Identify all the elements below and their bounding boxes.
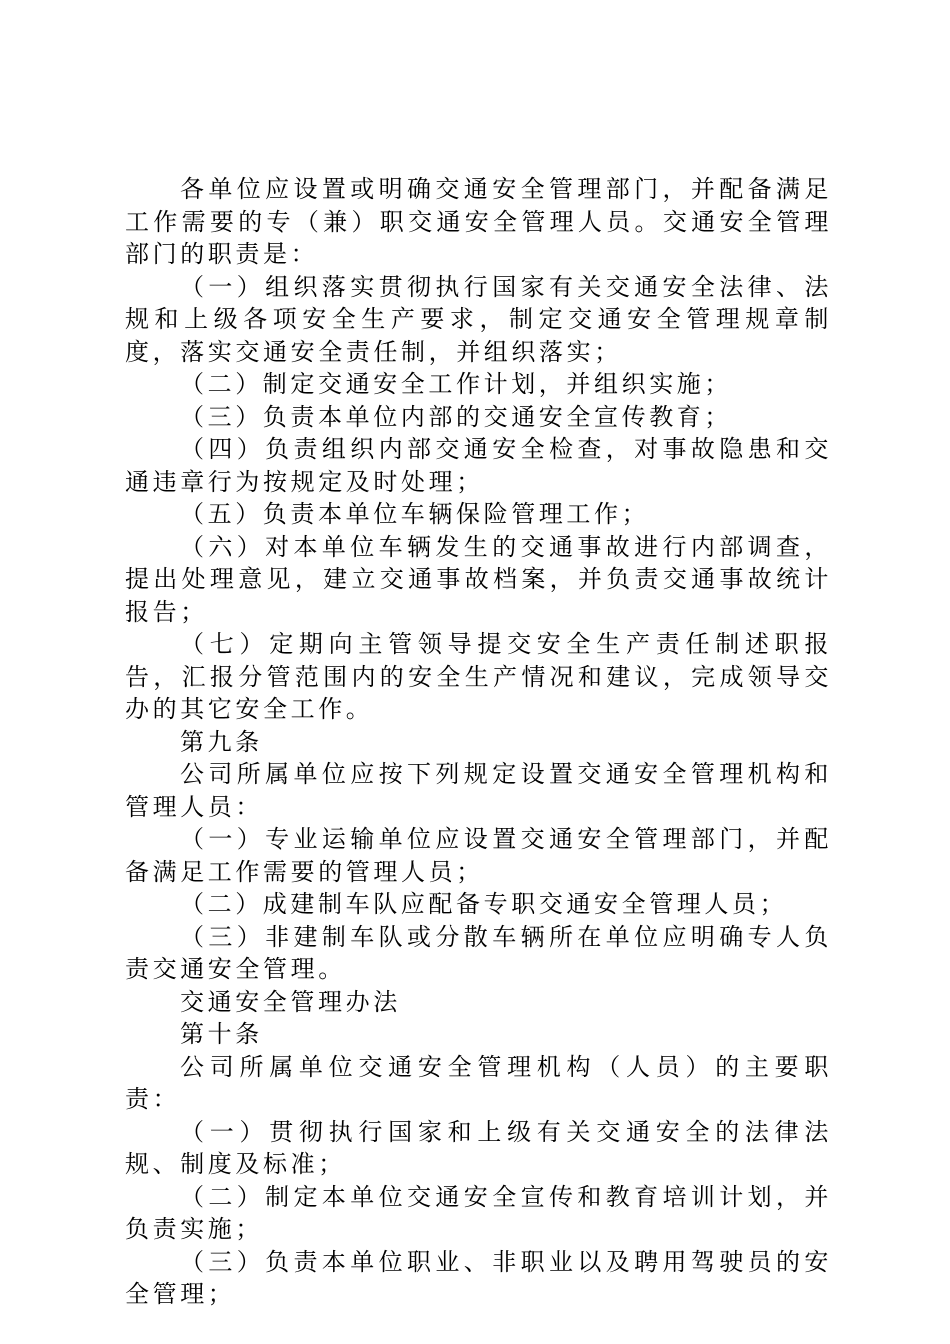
paragraph: （七）定期向主管领导提交安全生产责任制述职报告，汇报分管范围内的安全生产情况和建议，完成领导交办的其它安全工作。	[125, 630, 832, 723]
paragraph: （二）制定交通安全工作计划，并组织实施；	[180, 370, 732, 398]
paragraph: （四）负责组织内部交通安全检查，对事故隐患和交通违章行为按规定及时处理；	[125, 435, 832, 496]
paragraph: （五）负责本单位车辆保险管理工作；	[180, 500, 650, 528]
paragraph: （一）组织落实贯彻执行国家有关交通安全法律、法规和上级各项安全生产要求，制定交通安全管理规章制度，落实交通安全责任制，并组织落实；	[125, 272, 832, 366]
paragraph: 各单位应设置或明确交通安全管理部门，并配备满足工作需要的专（兼）职交通安全管理人员。交通安全管理部门的职责是：	[125, 175, 832, 268]
paragraph: （三）负责本单位内部的交通安全宣传教育；	[180, 402, 732, 431]
paragraph: （二）成建制车队应配备专职交通安全管理人员；	[180, 890, 788, 918]
article-heading: 第十条	[180, 1020, 263, 1048]
section-title: 交通安全管理办法	[180, 987, 401, 1016]
paragraph: （二）制定本单位交通安全宣传和教育培训计划，并负责实施；	[125, 1182, 832, 1243]
paragraph: 公司所属单位交通安全管理机构（人员）的主要职责：	[125, 1052, 832, 1113]
paragraph: （六）对本单位车辆发生的交通事故进行内部调查，提出处理意见，建立交通事故档案，并负责交通事故统计报告；	[125, 532, 832, 626]
paragraph: （三）负责本单位职业、非职业以及聘用驾驶员的安全管理；	[125, 1247, 832, 1308]
document-body	[125, 173, 832, 1311]
article-heading: 第九条	[180, 727, 263, 756]
paragraph: 公司所属单位应按下列规定设置交通安全管理机构和管理人员：	[125, 760, 832, 821]
paragraph: （三）非建制车队或分散车辆所在单位应明确专人负责交通安全管理。	[125, 922, 832, 983]
paragraph: （一）专业运输单位应设置交通安全管理部门，并配备满足工作需要的管理人员；	[125, 825, 832, 886]
paragraph: （一）贯彻执行国家和上级有关交通安全的法律法规、制度及标准；	[125, 1117, 832, 1178]
